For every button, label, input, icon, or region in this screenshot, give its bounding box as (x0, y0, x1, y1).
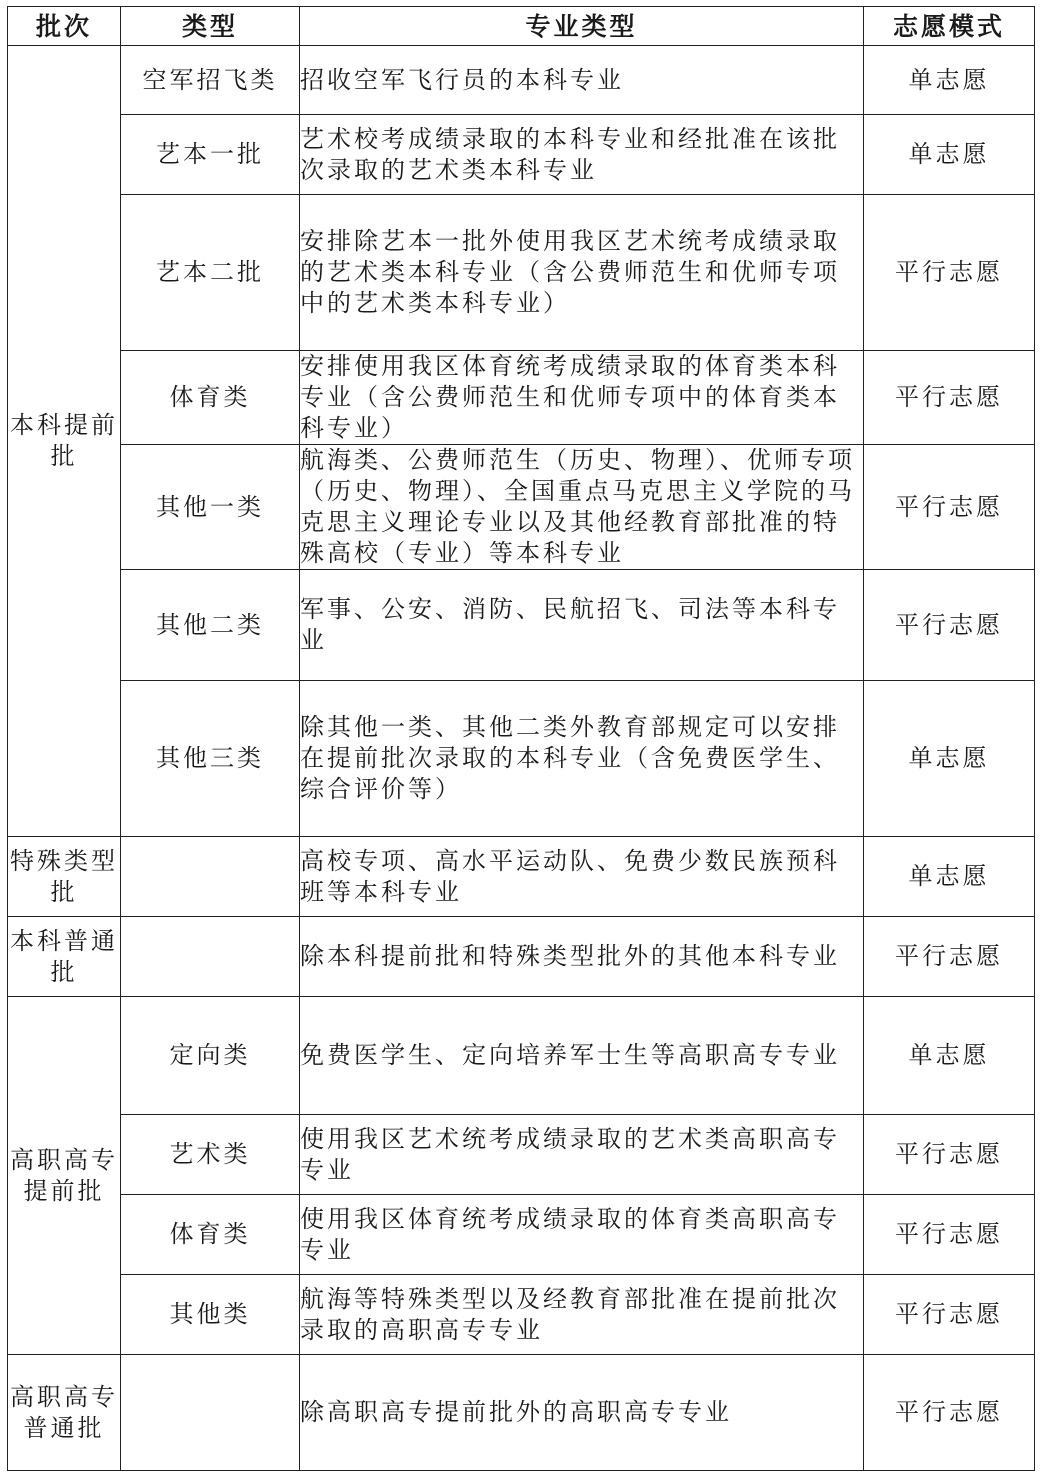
table-row (8, 681, 1035, 837)
desc-cell: 招收空军飞行员的本科专业 (300, 46, 864, 115)
batch-cell: 本科普通批 (8, 917, 121, 997)
desc-cell: 航海类、公费师范生（历史、物理）、优师专项（历史、物理）、全国重点马克思主义学院的马克思主义理论专业以及其他经教育部批准的特殊高校（专业）等本科专业 (300, 445, 864, 570)
desc-cell: 艺术校考成绩录取的本科专业和经批准在该批次录取的艺术类本科专业 (300, 115, 864, 195)
table-row (8, 1355, 1035, 1471)
batch-cell: 高职高专提前批 (8, 997, 121, 1355)
table-row (8, 570, 1035, 681)
header-type: 类型 (121, 7, 300, 46)
desc-cell: 免费医学生、定向培养军士生等高职高专专业 (300, 997, 864, 1115)
desc-cell: 军事、公安、消防、民航招飞、司法等本科专业 (300, 570, 864, 681)
batch-cell: 本科提前批 (8, 46, 121, 837)
batch-cell: 高职高专普通批 (8, 1355, 121, 1471)
mode-cell: 单志愿 (864, 46, 1035, 115)
mode-cell: 单志愿 (864, 997, 1035, 1115)
mode-cell: 单志愿 (864, 115, 1035, 195)
type-cell (121, 917, 300, 997)
table-row (8, 195, 1035, 351)
table-row (8, 115, 1035, 195)
desc-cell: 安排除艺本一批外使用我区艺术统考成绩录取的艺术类本科专业（含公费师范生和优师专项中的艺术类本科专业） (300, 195, 864, 351)
mode-cell: 平行志愿 (864, 351, 1035, 445)
desc-cell: 安排使用我区体育统考成绩录取的体育类本科专业（含公费师范生和优师专项中的体育类本科专业） (300, 351, 864, 445)
desc-cell: 除其他一类、其他二类外教育部规定可以安排在提前批次录取的本科专业（含免费医学生、综合评价等） (300, 681, 864, 837)
type-cell: 其他一类 (121, 445, 300, 570)
type-cell: 定向类 (121, 997, 300, 1115)
type-cell: 艺术类 (121, 1115, 300, 1195)
desc-cell: 除高职高专提前批外的高职高专专业 (300, 1355, 864, 1471)
type-cell: 艺本二批 (121, 195, 300, 351)
header-batch: 批次 (8, 7, 121, 46)
type-cell (121, 1355, 300, 1471)
mode-cell: 平行志愿 (864, 195, 1035, 351)
table-row (8, 997, 1035, 1115)
table-row (8, 1195, 1035, 1275)
table-row (8, 837, 1035, 917)
type-cell: 体育类 (121, 351, 300, 445)
type-cell: 体育类 (121, 1195, 300, 1275)
mode-cell: 平行志愿 (864, 1275, 1035, 1355)
mode-cell: 单志愿 (864, 681, 1035, 837)
type-cell: 其他二类 (121, 570, 300, 681)
admission-batch-table (7, 6, 1035, 1471)
mode-cell: 单志愿 (864, 837, 1035, 917)
mode-cell: 平行志愿 (864, 570, 1035, 681)
desc-cell: 航海等特殊类型以及经教育部批准在提前批次录取的高职高专专业 (300, 1275, 864, 1355)
mode-cell: 平行志愿 (864, 1355, 1035, 1471)
desc-cell: 使用我区体育统考成绩录取的体育类高职高专专业 (300, 1195, 864, 1275)
table-row (8, 1115, 1035, 1195)
mode-cell: 平行志愿 (864, 1195, 1035, 1275)
mode-cell: 平行志愿 (864, 1115, 1035, 1195)
table-row (8, 46, 1035, 115)
header-major-type: 专业类型 (300, 7, 864, 46)
type-cell: 其他三类 (121, 681, 300, 837)
table-row (8, 1275, 1035, 1355)
header-mode: 志愿模式 (864, 7, 1035, 46)
batch-cell: 特殊类型批 (8, 837, 121, 917)
mode-cell: 平行志愿 (864, 917, 1035, 997)
desc-cell: 除本科提前批和特殊类型批外的其他本科专业 (300, 917, 864, 997)
table-row (8, 445, 1035, 570)
table-row (8, 917, 1035, 997)
desc-cell: 高校专项、高水平运动队、免费少数民族预科班等本科专业 (300, 837, 864, 917)
type-cell: 艺本一批 (121, 115, 300, 195)
type-cell: 其他类 (121, 1275, 300, 1355)
mode-cell: 平行志愿 (864, 445, 1035, 570)
header-row (8, 7, 1035, 46)
type-cell: 空军招飞类 (121, 46, 300, 115)
desc-cell: 使用我区艺术统考成绩录取的艺术类高职高专专业 (300, 1115, 864, 1195)
type-cell (121, 837, 300, 917)
table-row (8, 351, 1035, 445)
